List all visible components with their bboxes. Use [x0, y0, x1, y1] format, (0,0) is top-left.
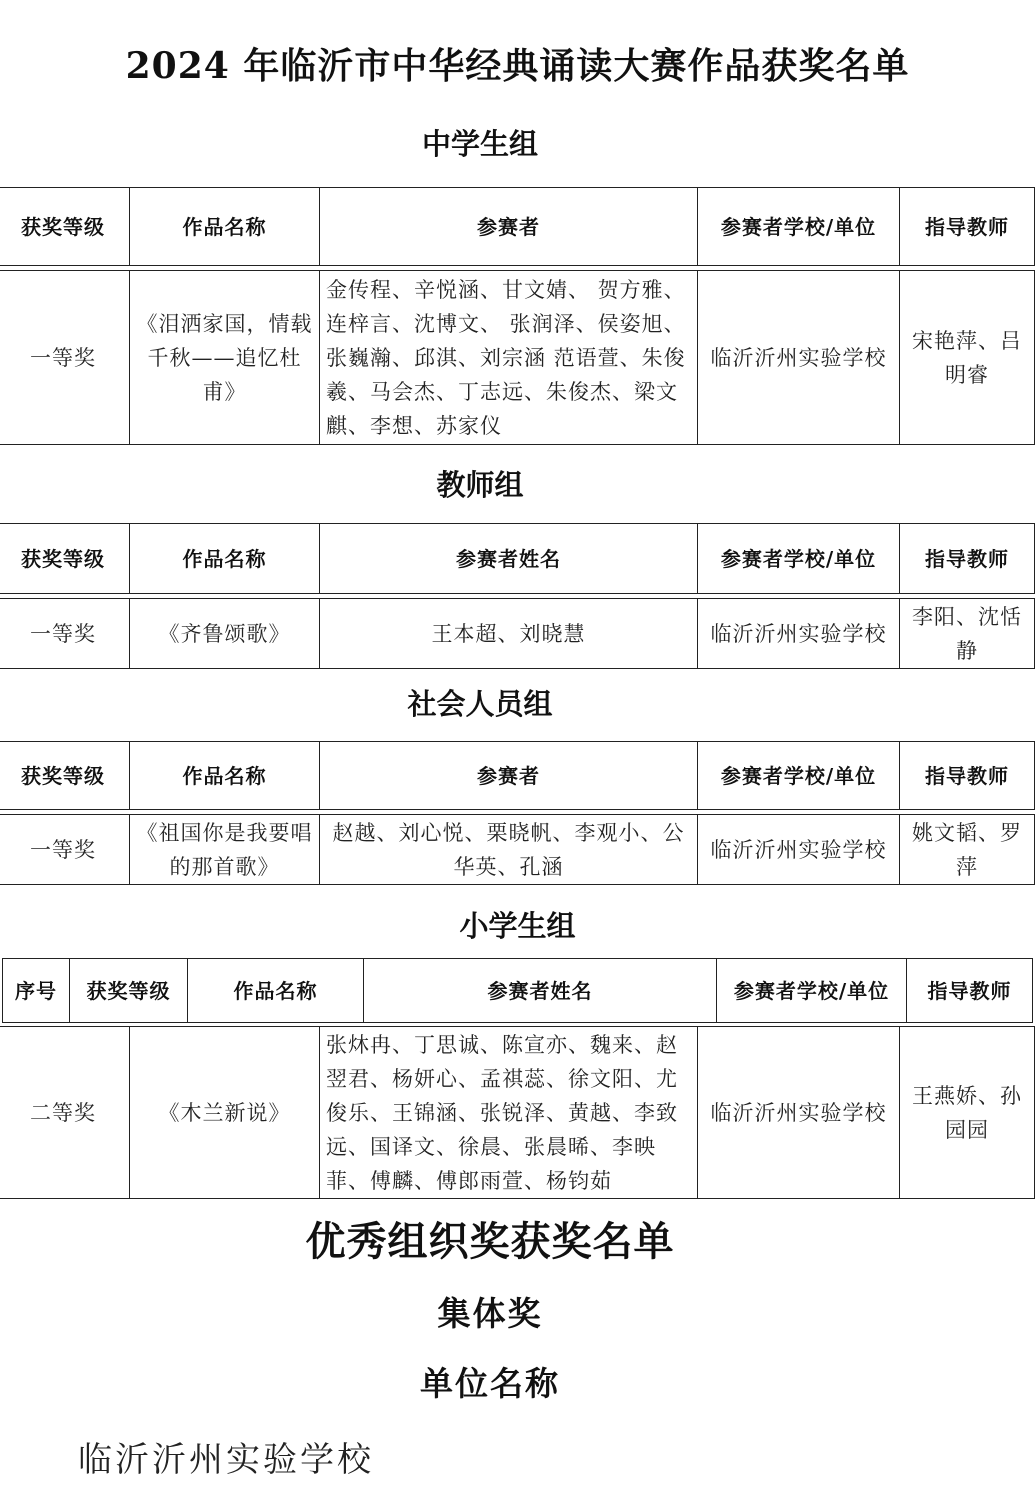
table-header-row	[3, 959, 1033, 1023]
school: 临沂沂州实验学校	[698, 271, 900, 445]
group-title-primary-school: 小学生组	[459, 909, 576, 943]
award-level: 二等奖	[0, 1027, 130, 1199]
org-award-subtitle: 集体奖	[437, 1294, 543, 1333]
header-teacher: 指导教师	[900, 742, 1035, 810]
table-row	[0, 599, 1035, 669]
header-school: 参赛者学校/单位	[698, 524, 900, 594]
header-participants: 参赛者姓名	[320, 524, 698, 594]
teacher: 宋艳萍、吕明睿	[900, 271, 1035, 445]
header-index: 序号	[3, 959, 70, 1023]
header-school: 参赛者学校/单位	[698, 188, 900, 266]
header-participants: 参赛者	[320, 188, 698, 266]
group-title-middle-school: 中学生组	[421, 127, 538, 161]
table-row	[0, 815, 1035, 885]
award-level: 一等奖	[0, 815, 130, 885]
table-primary-school-header	[2, 958, 1033, 1023]
participants: 张炑冉、丁思诚、陈宣亦、魏来、赵翌君、杨妍心、孟祺蕊、徐文阳、尤俊乐、王锦涵、张锐泽、黄越、李致远、国译文、徐晨、张晨晞、李映菲、傅麟、傅郎雨萱、杨钧茹	[320, 1027, 698, 1199]
document-title: 2024 年临沂市中华经典诵读大赛作品获奖名单	[125, 45, 910, 87]
table-middle-school	[0, 187, 1035, 445]
header-work: 作品名称	[130, 742, 320, 810]
participants: 赵越、刘心悦、栗晓帆、李观小、公华英、孔涵	[320, 815, 698, 885]
table-header-row	[0, 742, 1035, 810]
school: 临沂沂州实验学校	[698, 815, 900, 885]
group-title-public: 社会人员组	[407, 687, 553, 721]
header-participants: 参赛者	[320, 742, 698, 810]
header-work: 作品名称	[188, 959, 364, 1023]
header-teacher: 指导教师	[900, 524, 1035, 594]
work-title: 《祖国你是我要唱的那首歌》	[130, 815, 320, 885]
header-school: 参赛者学校/单位	[717, 959, 907, 1023]
table-header-row	[0, 188, 1035, 266]
header-school: 参赛者学校/单位	[698, 742, 900, 810]
header-award: 获奖等级	[70, 959, 188, 1023]
header-work: 作品名称	[130, 188, 320, 266]
table-primary-school-body	[0, 1026, 1035, 1199]
table-row	[0, 1027, 1035, 1199]
participants: 王本超、刘晓慧	[320, 599, 698, 669]
teacher: 王燕娇、孙园园	[900, 1027, 1035, 1199]
school: 临沂沂州实验学校	[698, 1027, 900, 1199]
teacher: 姚文韬、罗萍	[900, 815, 1035, 885]
table-teacher	[0, 523, 1035, 669]
group-title-teacher: 教师组	[436, 468, 524, 502]
table-public	[0, 741, 1035, 885]
table-row	[0, 271, 1035, 445]
org-award-unit: 临沂沂州实验学校	[78, 1440, 374, 1480]
org-award-title: 优秀组织奖获奖名单	[305, 1218, 675, 1265]
participants: 金传程、辛悦涵、甘文婧、 贺方雅、连梓言、沈博文、 张润泽、侯姿旭、张巍瀚、邱淇、刘宗涵 范语萱、朱俊羲、马会杰、丁志远、朱俊杰、梁文麒、李想、苏家仪	[320, 271, 698, 445]
teacher: 李阳、沈恬静	[900, 599, 1035, 669]
header-participants: 参赛者姓名	[364, 959, 717, 1023]
work-title: 《齐鲁颂歌》	[130, 599, 320, 669]
header-teacher: 指导教师	[900, 188, 1035, 266]
work-title: 《泪洒家国，情载千秋——追忆杜甫》	[130, 271, 320, 445]
award-level: 一等奖	[0, 271, 130, 445]
school: 临沂沂州实验学校	[698, 599, 900, 669]
header-work: 作品名称	[130, 524, 320, 594]
header-award: 获奖等级	[0, 742, 130, 810]
header-award: 获奖等级	[0, 524, 130, 594]
award-level: 一等奖	[0, 599, 130, 669]
work-title: 《木兰新说》	[130, 1027, 320, 1199]
table-header-row	[0, 524, 1035, 594]
org-award-column-label: 单位名称	[420, 1364, 560, 1403]
header-award: 获奖等级	[0, 188, 130, 266]
header-teacher: 指导教师	[907, 959, 1033, 1023]
